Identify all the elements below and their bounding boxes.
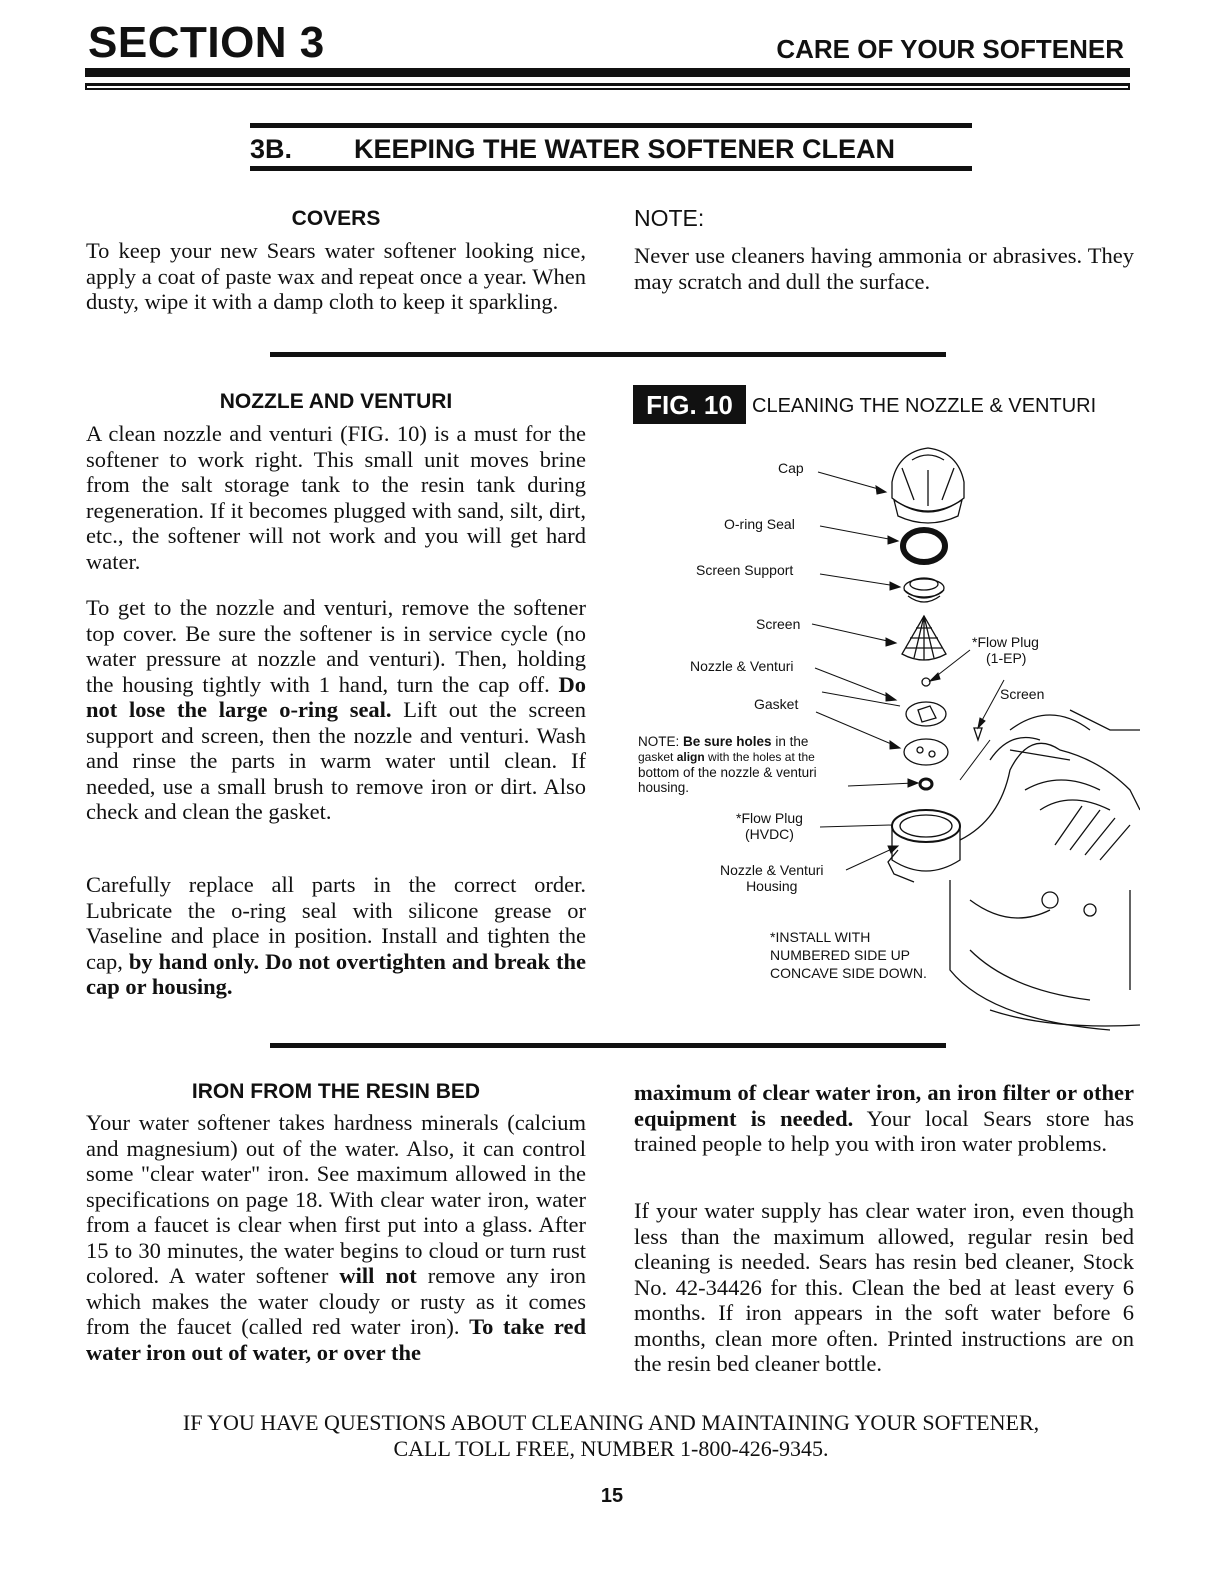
label-screen-support: Screen Support [696,562,794,578]
covers-paragraph: To keep your new Sears water softener looking nice, apply a coat of paste wax and repeat once a year. When dusty, wipe it with a damp cloth to keep it sparkling. [86,238,586,314]
header-rule-outline [85,83,1130,90]
label-nozzle-venturi: Nozzle & Venturi [690,658,794,674]
header-rule [85,68,1130,77]
nozzle-p2-warning: Do not lose the large o-ring seal. [86,671,586,722]
section-title: SECTION 3 [88,18,325,67]
nozzle-p3-text: Carefully replace all parts in the correct order. Lubricate the o-ring seal with silicone grease or Vaseline and place in position. Install and tighten the cap, [86,872,586,974]
figure-caption: CLEANING THE NOZZLE & VENTURI [752,395,1097,417]
figure-badge: FIG. 10 [633,385,746,424]
note-label: NOTE: [634,205,705,231]
nozzle-venturi-diagram [630,430,1140,1035]
subsection-heading [250,134,895,165]
gasket-icon [906,702,946,726]
iron-paragraph-3: If your water supply has clear water iron, even though less than the maximum allowed, regular resin bed cleaning is needed. Sears has resin bed cleaner, Stock No. 42-34426 for this. Clean the bed at least every 6 months. If iron appears in the soft water before 6 months, clean more often. Printed instructions are on the resin bed cleaner bottle. [634,1198,1134,1376]
iron-heading: IRON FROM THE RESIN BED [191,1080,481,1103]
label-flow-plug-1ep: *Flow Plug (1-EP) [972,634,1039,666]
note-paragraph: Never use cleaners having ammonia or abrasives. They may scratch and dull the surface. [634,243,1134,294]
nozzle-paragraph-3 [86,872,586,1000]
o-ring-icon [903,530,945,562]
covers-heading: COVERS [291,207,381,230]
label-gasket-note: NOTE: Be sure holes in the gasket align with the holes at the bottom of the nozzle & venturi housing. [638,734,817,795]
iron-paragraph-2: maximum of clear water iron, an iron filter or other equipment is needed. Your local Sears store has trained people to help you with iron water problems. [634,1080,1134,1156]
label-o-ring: O-ring Seal [724,516,795,532]
nozzle-heading: NOZZLE AND VENTURI [219,390,453,413]
nozzle-venturi-icon [904,739,948,765]
nozzle-p3-warning: by hand only. Do not overtighten and break the cap or housing. [86,948,586,999]
label-gasket: Gasket [754,696,799,712]
label-flow-plug-hvdc: *Flow Plug (HVDC) [736,810,803,842]
label-install-note: *INSTALL WITH NUMBERED SIDE UP CONCAVE SIDE DOWN. [770,929,927,981]
iron-paragraph-1: Your water softener takes hardness minerals (calcium and magnesium) out of the water. Also, it can control some "clear water" iron. See maximum allowed in the specifications on page 18. With clear water iron, water from a faucet is clear when first put into a glass. After 15 to 30 minutes, the water begins to cloud or turn rust colored. A water softener will not remove any iron which makes the water cloudy or rusty as it comes from the faucet (called red water iron). To take red water iron out of water, or over the [86,1110,587,1365]
subsection-number: 3B. [250,134,293,164]
subsection-title: KEEPING THE WATER SOFTENER CLEAN [354,134,896,164]
chapter-title: CARE OF YOUR SOFTENER [776,34,1124,64]
flow-plug-icon [922,678,930,686]
subsection-rule-bottom [250,166,972,171]
nozzle-p2-text-end: Lift out the screen support and screen, then the nozzle and venturi. Wash and rinse the parts in warm water until clean. If needed, use a small brush to remove iron or dirt. Also check and clean the gasket. [86,697,586,824]
label-cap: Cap [778,460,804,476]
divider-rule [270,352,946,357]
divider-rule [270,1043,946,1048]
footer-contact-note: IF YOU HAVE QUESTIONS ABOUT CLEANING AND MAINTAINING YOUR SOFTENER, CALL TOLL FREE, NUMBER 1-800-426-9345. [182,1410,1040,1461]
subsection-rule-top [250,123,972,128]
label-screen: Screen [756,616,801,632]
label-housing: Nozzle & Venturi Housing [720,862,824,894]
label-screen-right: Screen [1000,686,1045,702]
nozzle-paragraph-2 [86,595,586,825]
nozzle-p2-text: To get to the nozzle and venturi, remove the softener top cover. Be sure the softener is in service cycle (no water pressure at nozzle and venturi). Then, holding the housing tightly with 1 hand, turn the cap off. [86,595,586,697]
nozzle-paragraph-1: A clean nozzle and venturi (FIG. 10) is a must for the softener to work right. This small unit moves brine from the salt storage tank to the resin tank during regeneration. If it becomes plugged with sand, silt, dirt, etc., the softener will not work and you will get hard water. [86,421,586,574]
page-number: 15 [600,1485,624,1507]
